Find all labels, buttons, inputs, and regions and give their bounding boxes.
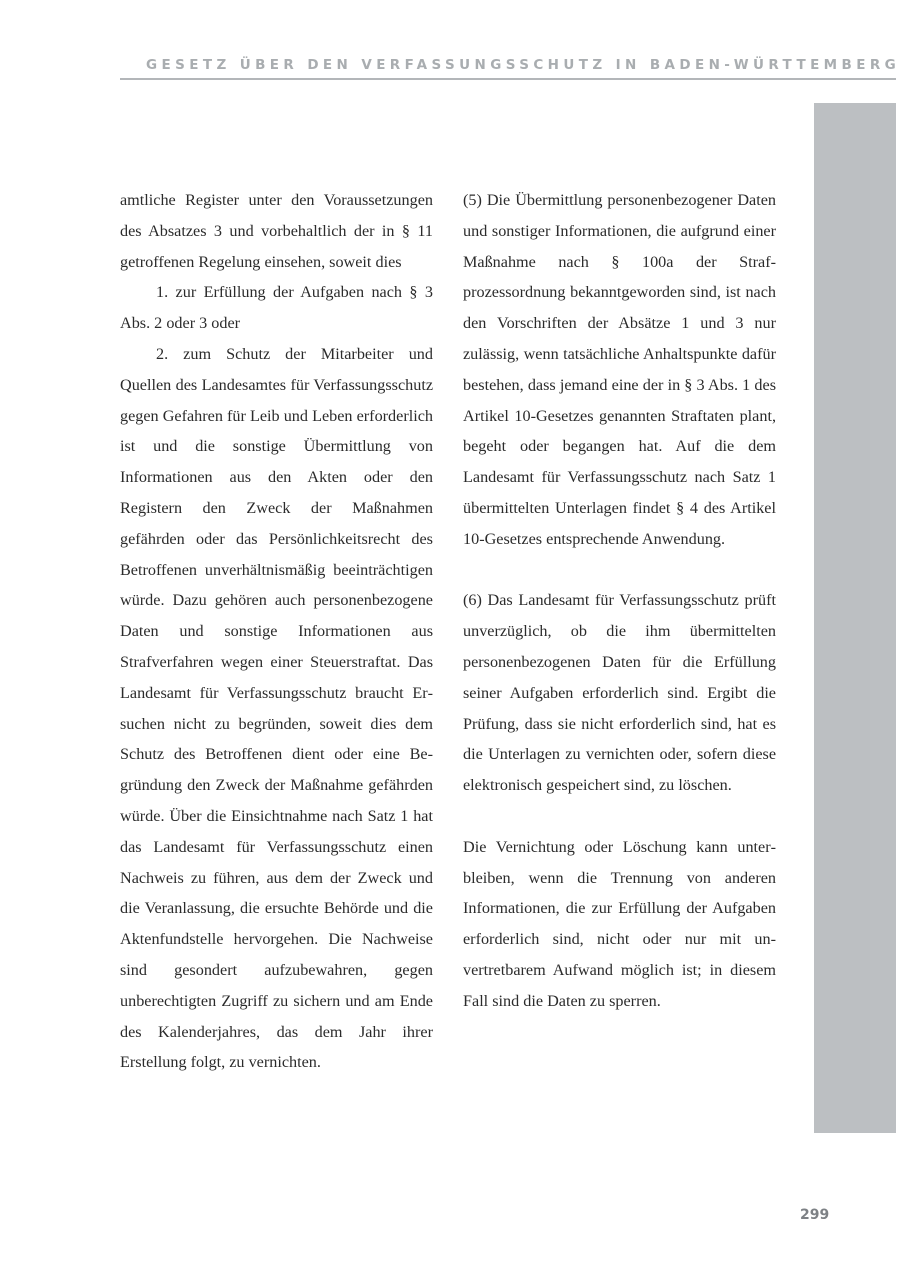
intro-paragraph: amtliche Register unter den Voraussetzungen des Absatzes 3 und vorbehaltlich der in § 11 getroffenen Regelung einsehen, soweit dies bbox=[120, 191, 433, 271]
paragraph-5: (5) Die Übermittlung personenbezogener Daten und sonstiger Informationen, die aufgrund einer Maßnahme nach § 100a der Strafprozessordnung bekanntgeworden sind, ist nach den Vorschriften der Absätze 1 und 3 nur zulässig, wenn tatsächliche Anhaltspunkte dafür bestehen, dass jemand eine der in § 3 Abs. 1 des Artikel 10-Gesetzes genannten Straftaten plant, begeht oder begangen hat. Auf die dem Landesamt für Verfassungsschutz nach Satz 1 übermittelten Unterlagen findet § 4 des Artikel 10-Gesetzes entsprechende Anwendung. bbox=[463, 191, 776, 548]
list-item-1: 1. zur Erfüllung der Aufgaben nach § 3 Abs. 2 oder 3 oder bbox=[120, 283, 433, 333]
paragraph-6: (6) Das Landesamt für Verfassungsschutz prüft unverzüglich, ob die ihm übermittelten personenbezogenen Daten für die Erfüllung seiner Aufgaben erforderlich sind. Ergibt die Prüfung, dass sie nicht erforderlich sind, hat es die Unterlagen zu vernichten oder, sofern diese elektronisch gespeichert sind, zu löschen. bbox=[463, 591, 776, 795]
page-number: 299 bbox=[800, 1207, 830, 1223]
list-item-2: 2. zum Schutz der Mitarbeiter und Quellen des Landesamtes für Verfassungsschutz gegen Gefahren für Leib und Leben erforderlich ist und die sonstige Übermittlung von Informationen aus den Akten oder den Registern den Zweck der Maßnahmen gefährden oder das Persönlichkeitsrecht des Betroffenen unverhältnismäßig beeinträchtigen würde. Dazu gehören auch personenbezogene Daten und sonstige Informationen aus Strafverfahren wegen einer Steuerstraftat. Das Landesamt für Verfassungsschutz braucht Ersuchen nicht zu begründen, soweit dies dem Schutz des Betroffenen dient oder eine Begründung den Zweck der Maßnahme gefährden würde. Über die Einsichtnahme nach Satz 1 hat das Landesamt für Verfassungsschutz einen Nachweis zu führen, aus dem der Zweck und die Veranlassung, die ersuchte Behörde und die Aktenfundstelle hervorgehen. Die Nachweise sind gesondert aufzubewahren, gegen unberechtigten Zugriff zu sichern und am Ende des Kalenderjahres, das dem Jahr ihrer Erstellung folgt, zu vernichten. bbox=[120, 344, 433, 1072]
running-title: GESETZ ÜBER DEN VERFASSUNGSSCHUTZ IN BADEN-WÜRTTEMBERG bbox=[146, 57, 900, 73]
header-rule bbox=[120, 78, 896, 80]
left-column bbox=[120, 185, 433, 1078]
right-column bbox=[463, 185, 776, 1017]
paragraph-6-continuation: Die Vernichtung oder Löschung kann unterbleiben, wenn die Trennung von anderen Informationen, die zur Erfüllung der Aufgaben erforderlich sind, nicht oder nur mit unvertretbarem Aufwand möglich ist; in diesem Fall sind die Daten zu sperren. bbox=[463, 837, 776, 1010]
side-margin-bar bbox=[814, 103, 896, 1133]
